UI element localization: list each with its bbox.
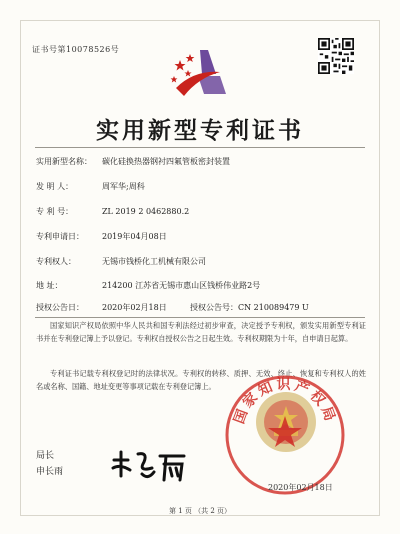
legal-notice: 专利证书记载专利权登记时的法律状况。专利权的转移、质押、无效、终止、恢复和专利权人的姓名或名称、国籍、地址变更等事项记载在专利登记簿上。 [36,369,366,391]
page-number: 第 1 页 （共 2 页） [168,507,232,515]
field-inventor [36,181,145,192]
field-label: 授权公告号： [190,303,238,312]
field-filing-date [36,231,167,242]
field-label: 实用新型名称： [36,157,92,166]
field-grant-date [36,302,167,313]
field-value: 2019年04月08日 [102,232,167,241]
director-title: 局长 [36,451,55,461]
field-value: CN 210089479 U [238,303,309,312]
director-signature-icon [108,446,188,486]
field-label: 专 利 号： [36,207,74,216]
field-label: 授权公告日： [36,303,84,312]
grant-statement: 国家知识产权局依照中华人民共和国专利法经过初步审查，决定授予专利权，颁发实用新型专利证书并在专利登记簿上予以登记。专利权自授权公告之日起生效。专利权期限为十年，自申请日起算。 [36,321,366,343]
divider [35,317,365,318]
field-label: 地 址： [36,281,63,290]
field-patent-number [36,206,189,217]
seal-date: 2020年02月18日 [268,483,333,492]
seal-text: 国家知识产权局 [231,377,339,427]
cnipa-logo-icon [168,48,234,100]
official-seal-icon [222,372,348,498]
field-patentee [36,256,206,267]
director-name: 申长雨 [36,467,64,477]
field-value: 2020年02月18日 [102,303,167,312]
field-grant-number [190,302,309,313]
field-value: 无锡市钱桥化工机械有限公司 [102,257,206,266]
field-value: 碳化硅换热器钢衬四氟管板密封装置 [102,157,230,166]
field-label: 发 明 人： [36,182,74,191]
field-label: 专利权人： [36,257,76,266]
certificate-title: 实用新型专利证书 [96,117,304,144]
certificate-number: 证书号第10078526号 [32,45,120,54]
field-value: 周军华;周科 [102,182,145,191]
field-value: 214200 江苏省无锡市惠山区钱桥伟业路2号 [102,281,261,290]
field-label: 专利申请日： [36,232,84,241]
field-value: ZL 2019 2 0462880.2 [102,207,190,216]
field-utility-model-name [36,156,230,167]
qr-code-icon [318,38,354,74]
divider [35,147,365,148]
field-address [36,280,260,291]
director-block [36,448,63,480]
